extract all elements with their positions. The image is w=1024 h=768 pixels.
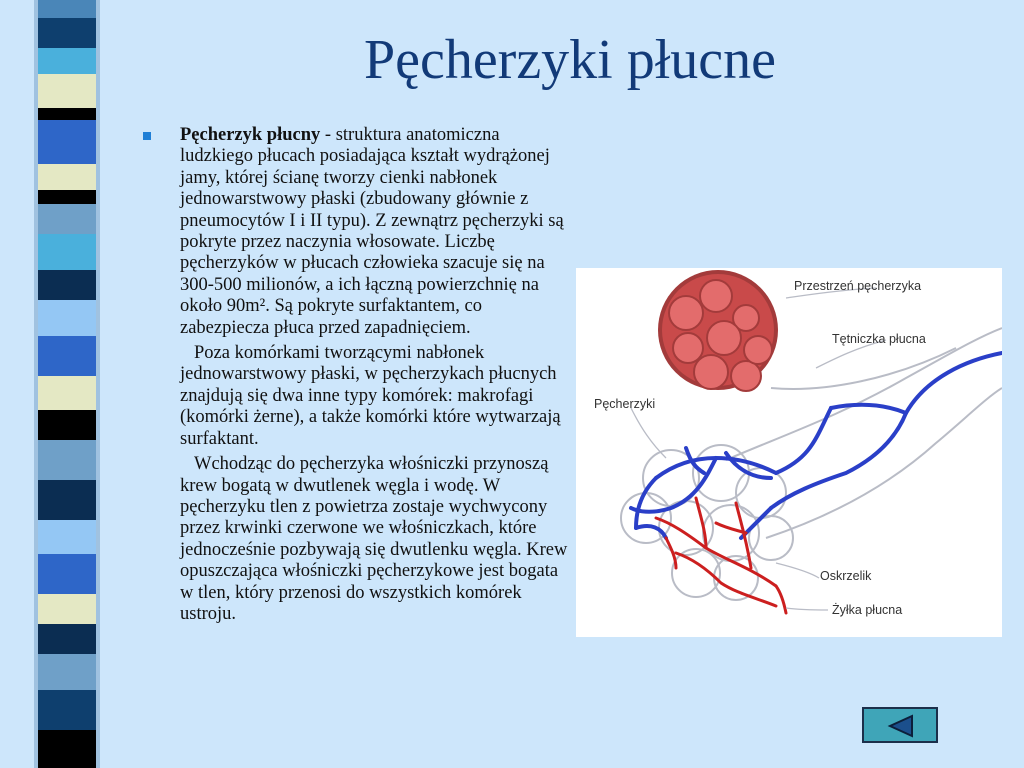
stripe-band [38, 18, 96, 48]
stripe-band [38, 190, 96, 204]
stripe-band [38, 204, 96, 234]
stripe-edge-right [96, 0, 100, 768]
stripe-band [38, 480, 96, 520]
stripe-band [38, 120, 96, 164]
decorative-stripe [0, 0, 120, 768]
stripe-band [38, 74, 96, 108]
paragraph-1-text: - struktura anatomiczna ludzkiego płucach posiadająca kształt wydrążonej jamy, której ścianę tworzy cienki nabłonek jednowarstwowy płaski (zbudowany głównie z pneumocytów I i II typu). Z zewnątrz pęcherzyki są pokryte przez naczynia włosowate. Liczbę pęcherzyków w płucach człowieka szacuje się na 300-500 milionów, a ich łączną powierzchnię na około 90m². Są pokryte surfaktantem, co zabezpiecza płuca przed zapadnięciem. [180, 125, 564, 338]
paragraph-1 [180, 125, 575, 339]
stripe-band [38, 300, 96, 336]
stripe-band [38, 520, 96, 554]
stripe-band [38, 164, 96, 190]
label-pulmonary-arteriole: Tętniczka płucna [832, 332, 926, 346]
stripe-band [38, 624, 96, 654]
stripe-band [38, 376, 96, 410]
stripe-band [38, 440, 96, 480]
stripe-band [38, 48, 96, 74]
stripe-band [38, 0, 96, 18]
back-button[interactable] [862, 707, 938, 743]
stripe-band [38, 108, 96, 120]
stripe-band [38, 234, 96, 270]
paragraph-3: Wchodząc do pęcherzyka włośniczki przynoszą krew bogatą w dwutlenek węgla i wodę. W pęcherzyku tlen z powietrza zostaje wychwycony przez krwinki czerwone we włośniczkach, które jednocześnie pozbywają się dwutlenku węgla. Krew opuszczająca włośniczki pęcherzykowe jest bogata w tlen, który przenosi do wszystkich komórek ustroju. [180, 454, 568, 624]
stripe-band [38, 410, 96, 440]
slide-title: Pęcherzyki płucne [363, 29, 777, 91]
paragraph-2: Poza komórkami tworzącymi nabłonek jednowarstwowy płaski, w pęcherzykach płucnych znajdują się dwa inne typy komórek: makrofagi (komórki żerne), a także komórki które wytwarzają surfaktant. [180, 343, 561, 449]
stripe-band [38, 730, 96, 768]
back-arrow-icon [886, 714, 916, 738]
alveoli-diagram [576, 268, 1002, 637]
label-pulmonary-venule: Żyłka płucna [832, 603, 903, 617]
stripe-band [38, 690, 96, 730]
label-alveoli: Pęcherzyki [594, 397, 656, 411]
bullet-marker [143, 132, 151, 140]
stripe-band [38, 336, 96, 376]
stripe-band [38, 554, 96, 594]
alveolar-sac-top [658, 270, 778, 391]
slide-body [180, 125, 575, 625]
term-bold: Pęcherzyk płucny [180, 125, 321, 145]
stripe-band [38, 594, 96, 624]
stripe-band [38, 654, 96, 690]
label-alveolar-space: Przestrzeń pęcherzyka [794, 279, 922, 293]
label-bronchiole: Oskrzelik [820, 569, 872, 583]
stripe-band [38, 270, 96, 300]
